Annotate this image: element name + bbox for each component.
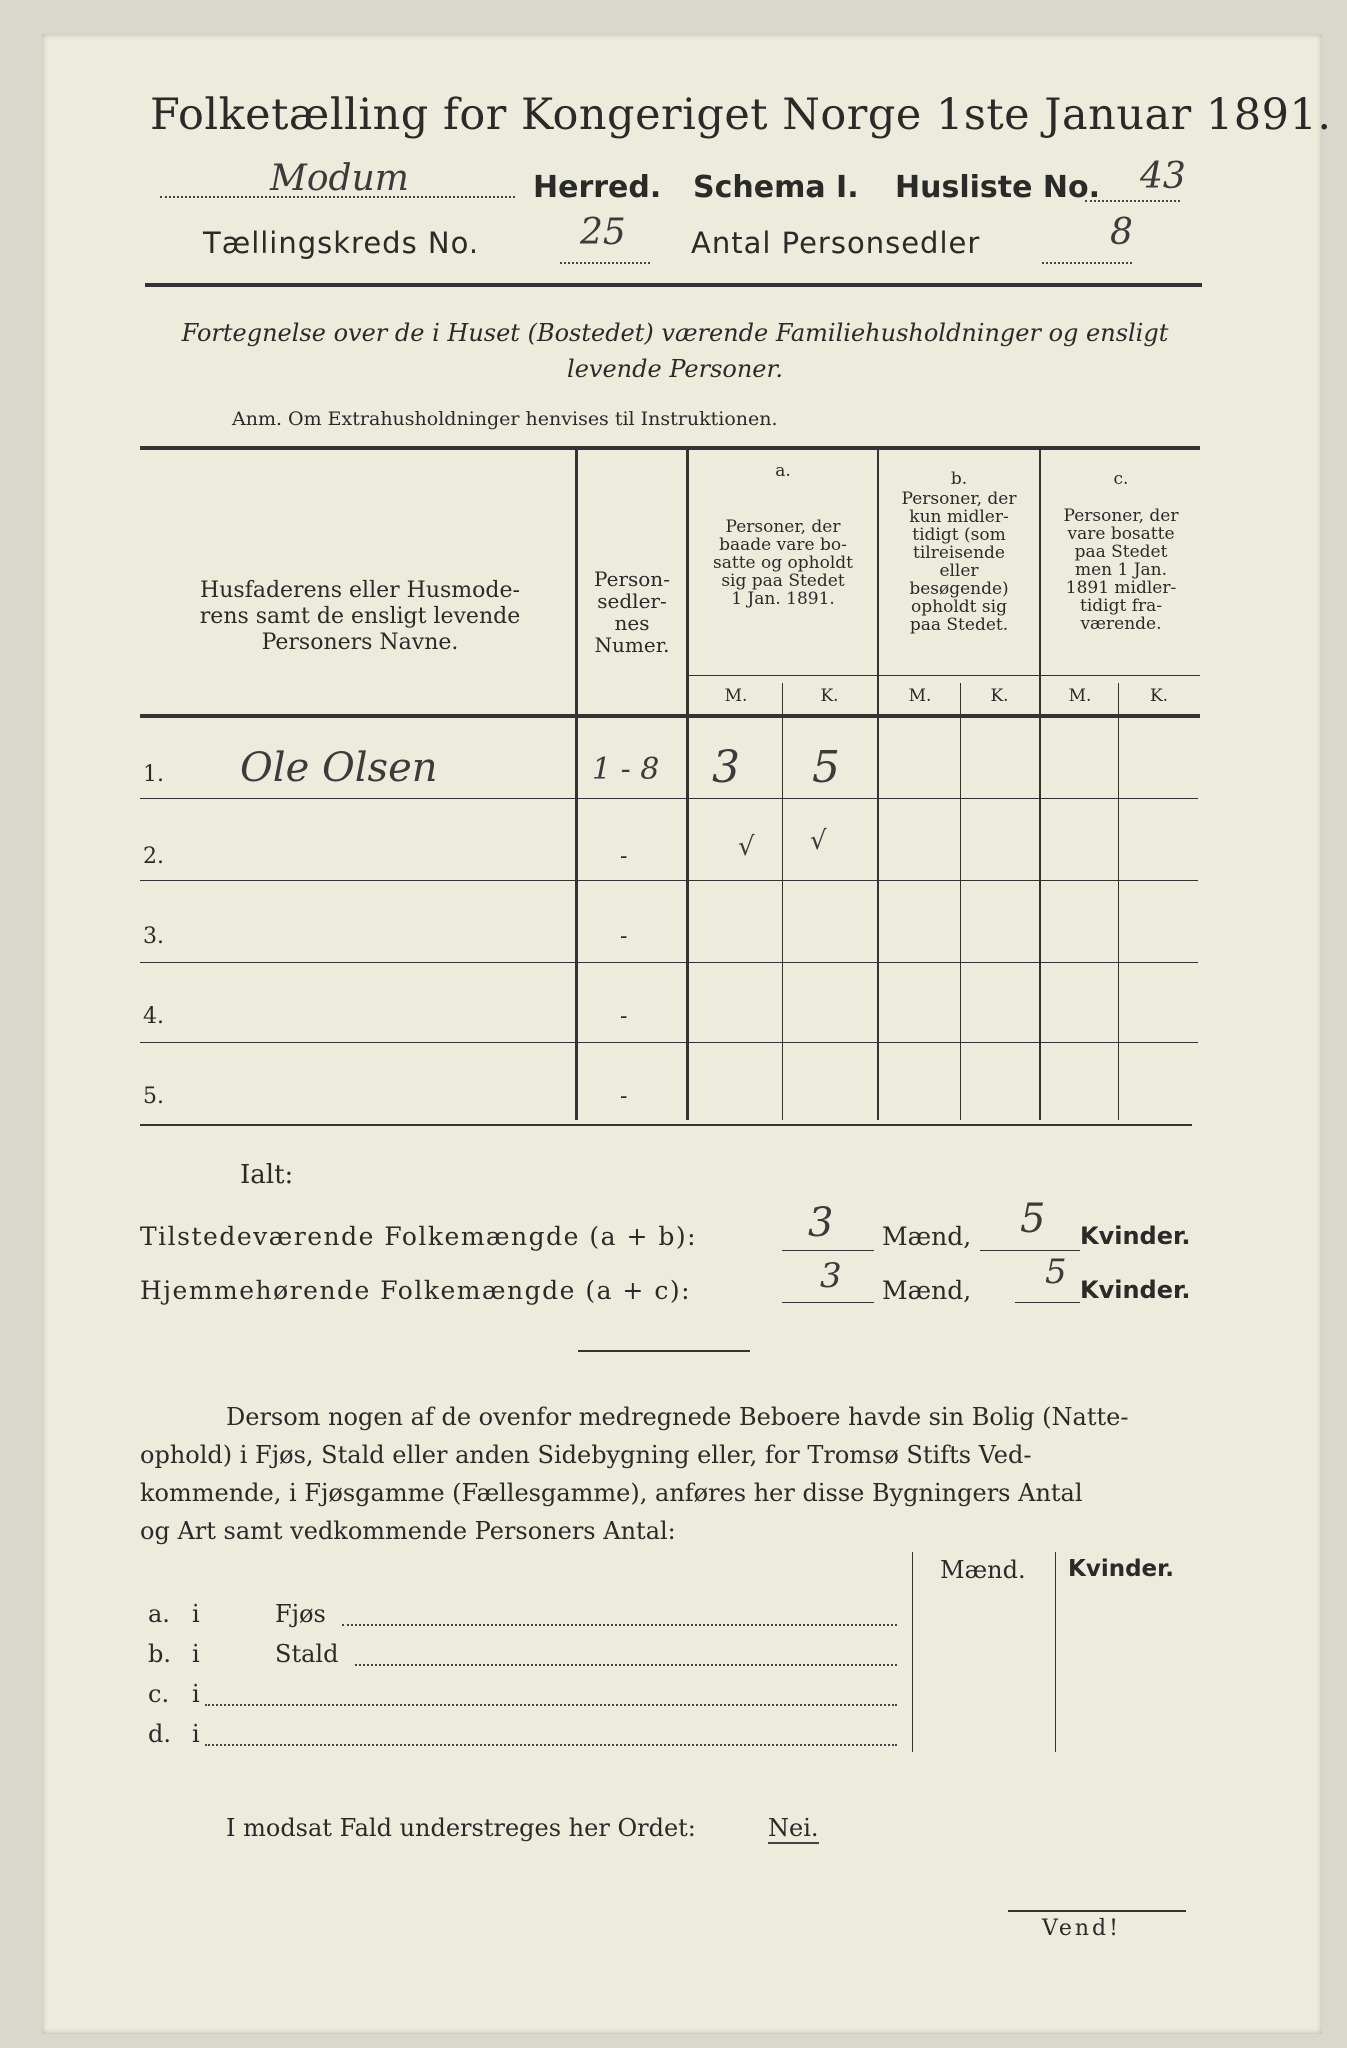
vend-text: Vend! [1042,1916,1121,1941]
col-c-line: paa Stedet [1074,542,1168,562]
col-num-line: Person- [594,567,670,591]
row-rule [140,798,1198,799]
row-number: 4. [143,1004,164,1029]
col-num-line: sedler- [597,589,667,613]
col-num-line: Numer. [594,633,670,657]
outbuilding-prep: i [192,1680,200,1708]
col-a-line: sig paa Stedet [721,571,845,591]
col-rule-3 [877,448,879,1120]
outbuilding-dots [205,1742,897,1746]
col-header-name [150,578,570,656]
table-head-rule [140,714,1200,718]
outbuildings-col-rule-2 [1055,1552,1056,1752]
schema-label: Schema I. [693,170,859,205]
total-2-kvinder: Kvinder. [1080,1276,1191,1304]
row-numer: - [620,844,628,869]
row-rule [140,1042,1198,1043]
kreds-value: 25 [580,212,626,253]
para-line: og Art samt vedkommende Personers Antal: [140,1517,676,1545]
outbuilding-dots [342,1622,897,1626]
divider-short [578,1350,750,1352]
col-c-line: vare bosatte [1067,524,1175,544]
col-b-line: Personer, der [901,489,1017,509]
row-a-m: 3 [712,742,740,793]
row-number: 2. [143,844,164,869]
form-title: Folketælling for Kongeriget Norge 1ste Januar 1891. [150,90,1332,140]
row-rule [140,880,1198,881]
col-rule-4 [1039,448,1041,1120]
outbuilding-prep: i [192,1720,200,1748]
outbuilding-label: Stald [275,1640,339,1668]
outbuildings-col-rule-1 [912,1552,913,1752]
anm-note: Anm. Om Extrahusholdninger henvises til Instruktionen. [232,408,778,430]
total-1-maend: Mænd, [882,1222,972,1251]
outbuilding-letter: b. [148,1640,171,1668]
total-line-2-label: Hjemmehørende Folkemængde (a + c): [140,1276,691,1305]
total-1-m-line [782,1250,874,1251]
col-b-line: besøgende) [909,579,1009,599]
col-name-line: rens samt de ensligt levende [199,604,521,629]
row-rule [140,962,1198,963]
total-1-k: 5 [1020,1196,1046,1242]
row-number: 3. [143,924,164,949]
row-a-k: 5 [812,742,840,793]
row-number: 5. [143,1084,164,1109]
total-2-k-line [1015,1302,1080,1303]
subtitle-line-2: levende Personer. [567,355,783,383]
subtitle-line-1: Fortegnelse over de i Huset (Bostedet) værende Familiehusholdninger og ensligt [181,319,1169,347]
total-1-kvinder: Kvinder. [1080,1222,1191,1250]
col-header-numer [578,568,686,656]
modsat-text: I modsat Fald understreges her Ordet: [226,1814,696,1842]
husliste-label: Husliste No. [895,170,1100,205]
outbuildings-col-kvinder: Kvinder. [1068,1556,1174,1582]
ialt-label: Ialt: [240,1160,294,1190]
col-rule-1 [575,448,578,1120]
herred-value: Modum [270,158,409,199]
col-a-line: Personer, der [725,517,841,537]
para-line: ophold) i Fjøs, Stald eller anden Sidebygning eller, for Tromsø Stifts Ved- [140,1441,1032,1469]
col-b-line: tidigt (som [912,525,1006,545]
row-number: 1. [143,762,164,787]
vend-rule [1008,1910,1186,1912]
outbuilding-prep: i [192,1600,200,1628]
a-mk-divider [782,683,783,1120]
col-header-a [690,518,876,608]
antal-value: 8 [1110,212,1133,253]
herred-label: Herred. [533,170,662,205]
total-1-k-line [980,1250,1080,1251]
col-c-line: værende. [1080,614,1162,634]
subtitle [145,315,1205,387]
col-header-b [880,490,1038,634]
row-a-m-check: √ [738,832,755,862]
outbuilding-letter: d. [148,1720,171,1748]
para-line: kommende, i Fjøsgamme (Fællesgamme), anføres her disse Bygningers Antal [140,1479,1083,1507]
outbuilding-letter: a. [148,1600,170,1628]
total-2-maend: Mænd, [882,1276,972,1305]
col-c-line: 1891 midler- [1065,578,1177,598]
col-header-c [1042,507,1200,633]
a-k-label: K. [820,686,839,706]
col-b-line: eller [939,561,979,581]
antal-label: Antal Personsedler [691,226,981,260]
row-numer: - [620,1004,628,1029]
col-rule-2 [686,448,689,1120]
col-b-line: tilreisende [912,543,1005,563]
kreds-dots [560,258,650,264]
col-name-line: Husfaderens eller Husmode- [200,578,520,603]
row-numer: - [620,1084,628,1109]
total-line-1-label: Tilstedeværende Folkemængde (a + b): [140,1222,698,1251]
antal-dots [1042,258,1132,264]
header-rule [145,283,1202,287]
kreds-label: Tællingskreds No. [203,226,480,260]
a-m-label: M. [724,686,748,706]
nei-word: Nei. [768,1814,819,1842]
outbuilding-dots [355,1662,897,1666]
outbuilding-dots [205,1702,897,1706]
col-c-letter: c. [1113,469,1129,489]
col-a-line: baade vare bo- [719,535,847,555]
col-a-line: satte og opholdt [713,553,853,573]
outbuildings-paragraph [140,1398,1195,1550]
total-2-m-line [782,1302,874,1303]
c-m-label: M. [1068,686,1092,706]
total-2-k: 5 [1045,1252,1067,1292]
table-bottom-rule [140,1124,1192,1126]
col-c-line: tidigt fra- [1079,596,1162,616]
b-mk-divider [960,683,961,1120]
col-b-letter: b. [950,469,968,489]
c-k-label: K. [1149,686,1169,706]
col-num-line: nes [614,611,650,635]
outbuilding-letter: c. [148,1680,170,1708]
row-name: Ole Olsen [240,745,438,791]
row-a-k-check: √ [810,826,827,856]
c-mk-divider [1118,683,1119,1120]
total-1-m: 3 [808,1200,834,1246]
outbuildings-col-maend: Mænd. [940,1556,1026,1584]
b-m-label: M. [908,686,932,706]
outbuilding-label: Fjøs [275,1600,326,1628]
col-c-line: men 1 Jan. [1074,560,1168,580]
total-2-m: 3 [820,1256,842,1296]
col-b-line: opholdt sig [911,597,1007,617]
para-line: Dersom nogen af de ovenfor medregnede Beboere havde sin Bolig (Natte- [226,1403,1129,1431]
col-a-letter: a. [775,461,791,481]
row-numer: 1 - 8 [592,752,660,787]
outbuilding-prep: i [192,1640,200,1668]
husliste-value: 43 [1140,156,1186,197]
col-b-line: kun midler- [909,507,1009,527]
b-k-label: K. [990,686,1009,706]
col-a-line: 1 Jan. 1891. [731,589,835,609]
row-numer: - [620,924,628,949]
mk-rule [688,675,1200,676]
table-top-rule [140,446,1200,450]
col-c-line: Personer, der [1063,506,1179,526]
col-b-line: paa Stedet. [909,615,1009,635]
col-name-line: Personers Navne. [261,630,459,655]
